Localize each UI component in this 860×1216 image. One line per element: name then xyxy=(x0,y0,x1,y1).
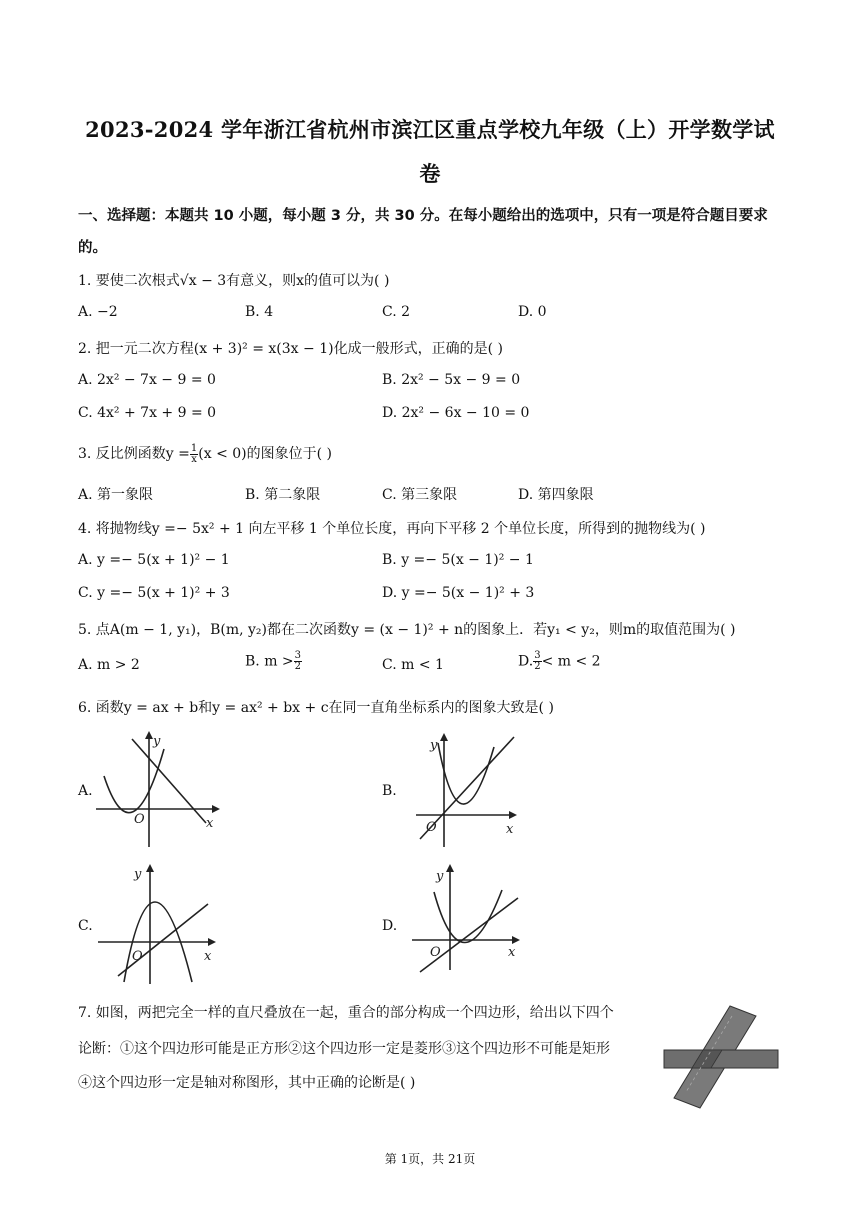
q3-frac-num: 1 xyxy=(190,442,198,454)
q1-option-d: D. 0 xyxy=(518,304,547,320)
q1-option-b: B. 4 xyxy=(245,304,274,320)
q2-option-c: C. 4x² + 7x + 9 = 0 xyxy=(78,405,217,421)
q1-option-a: A. −2 xyxy=(78,304,118,320)
q6a-x-label: x xyxy=(206,816,214,831)
q6-label-b: B. xyxy=(382,783,397,799)
q6-graph-b xyxy=(414,733,544,851)
question-7-line-2: 论断：①这个四边形可能是正方形②这个四边形一定是菱形③这个四边形不可能是矩形 xyxy=(78,1041,610,1057)
q2-option-a: A. 2x² − 7x − 9 = 0 xyxy=(78,372,216,388)
question-6-stem: 6. 函数y = ax + b和y = ax² + bx + c在同一直角坐标系内的图象大致是( ) xyxy=(78,700,554,716)
q6b-x-label: x xyxy=(506,822,514,837)
q6-label-d: D. xyxy=(382,918,398,934)
q1-option-c: C. 2 xyxy=(382,304,411,320)
exam-title-line-2: 卷 xyxy=(419,161,441,186)
question-7-line-3: ④这个四边形一定是轴对称图形，其中正确的论断是( ) xyxy=(78,1075,416,1091)
section-heading: 一、选择题：本题共 10 小题，每小题 3 分，共 30 分。在每小题给出的选项中，只有一项是符合题目要求 xyxy=(78,208,768,224)
q5-b-den: 2 xyxy=(294,661,302,672)
overlapping-rulers-figure xyxy=(660,1002,784,1112)
section-heading-cont: 的。 xyxy=(78,240,107,256)
q5-option-d xyxy=(518,651,601,672)
q3-stem-pre: 3. 反比例函数y = xyxy=(78,446,190,462)
q6d-x-label: x xyxy=(508,945,516,960)
q3-option-d: D. 第四象限 xyxy=(518,487,594,503)
question-2-stem: 2. 把一元二次方程(x + 3)² = x(3x − 1)化成一般形式，正确的是( ) xyxy=(78,341,503,357)
q3-option-c: C. 第三象限 xyxy=(382,487,458,503)
q3-frac-den: x xyxy=(191,453,197,465)
q3-stem-post: (x < 0)的图象位于( ) xyxy=(198,446,333,462)
q6a-origin-label: O xyxy=(134,812,145,827)
q4-option-b: B. y =− 5(x − 1)² − 1 xyxy=(382,552,534,568)
q6d-origin-label: O xyxy=(430,945,441,960)
q4-option-a: A. y =− 5(x + 1)² − 1 xyxy=(78,552,230,568)
exam-title-line-1: 2023-2024 学年浙江省杭州市滨江区重点学校九年级（上）开学数学试 xyxy=(85,117,775,142)
q5-b-num: 3 xyxy=(294,650,302,661)
q5-d-num: 3 xyxy=(534,650,541,661)
q2-option-b: B. 2x² − 5x − 9 = 0 xyxy=(382,372,521,388)
q3-option-a: A. 第一象限 xyxy=(78,487,154,503)
q4-option-d: D. y =− 5(x − 1)² + 3 xyxy=(382,585,535,601)
question-7-line-1: 7. 如图，两把完全一样的直尺叠放在一起，重合的部分构成一个四边形，给出以下四个 xyxy=(78,1005,614,1021)
question-5-stem: 5. 点A(m − 1, y₁)，B(m, y₂)都在二次函数y = (x − 1)² + n的图象上．若y₁ < y₂，则m的取值范围为( ) xyxy=(78,622,736,638)
q4-option-c: C. y =− 5(x + 1)² + 3 xyxy=(78,585,230,601)
q6b-y-label: y xyxy=(430,738,438,753)
q6b-origin-label: O xyxy=(426,820,437,835)
q6-label-c: C. xyxy=(78,918,93,934)
q5-d-den: 2 xyxy=(534,661,541,672)
question-4-stem: 4. 将抛物线y =− 5x² + 1 向左平移 1 个单位长度，再向下平移 2 个单位长度，所得到的抛物线为( ) xyxy=(78,521,706,537)
q3-option-b: B. 第二象限 xyxy=(245,487,321,503)
q6-label-a: A. xyxy=(78,783,93,799)
q6d-y-label: y xyxy=(436,869,444,884)
page-footer: 第 1页，共 21页 xyxy=(384,1152,476,1166)
q6c-origin-label: O xyxy=(132,949,143,964)
q6-graph-a xyxy=(94,731,224,849)
q6a-y-label: y xyxy=(153,734,161,749)
q5-option-b xyxy=(245,651,302,672)
question-3-stem xyxy=(78,443,332,465)
q5-b-pre: B. m > xyxy=(245,653,294,670)
q6c-y-label: y xyxy=(134,867,142,882)
q5-d-pre: D. xyxy=(518,653,534,670)
q5-option-a: A. m > 2 xyxy=(78,657,140,673)
q5-d-fraction xyxy=(533,651,541,672)
q2-option-d: D. 2x² − 6x − 10 = 0 xyxy=(382,405,530,421)
q6c-x-label: x xyxy=(204,949,212,964)
q5-option-c: C. m < 1 xyxy=(382,657,444,673)
q5-b-fraction xyxy=(294,651,302,672)
q5-d-post: < m < 2 xyxy=(541,653,601,670)
q6-graph-c xyxy=(96,864,226,986)
q6-graph-d xyxy=(410,864,540,974)
horizontal-ruler xyxy=(664,1050,778,1068)
question-1-stem: 1. 要使二次根式√x − 3有意义，则x的值可以为( ) xyxy=(78,273,390,289)
